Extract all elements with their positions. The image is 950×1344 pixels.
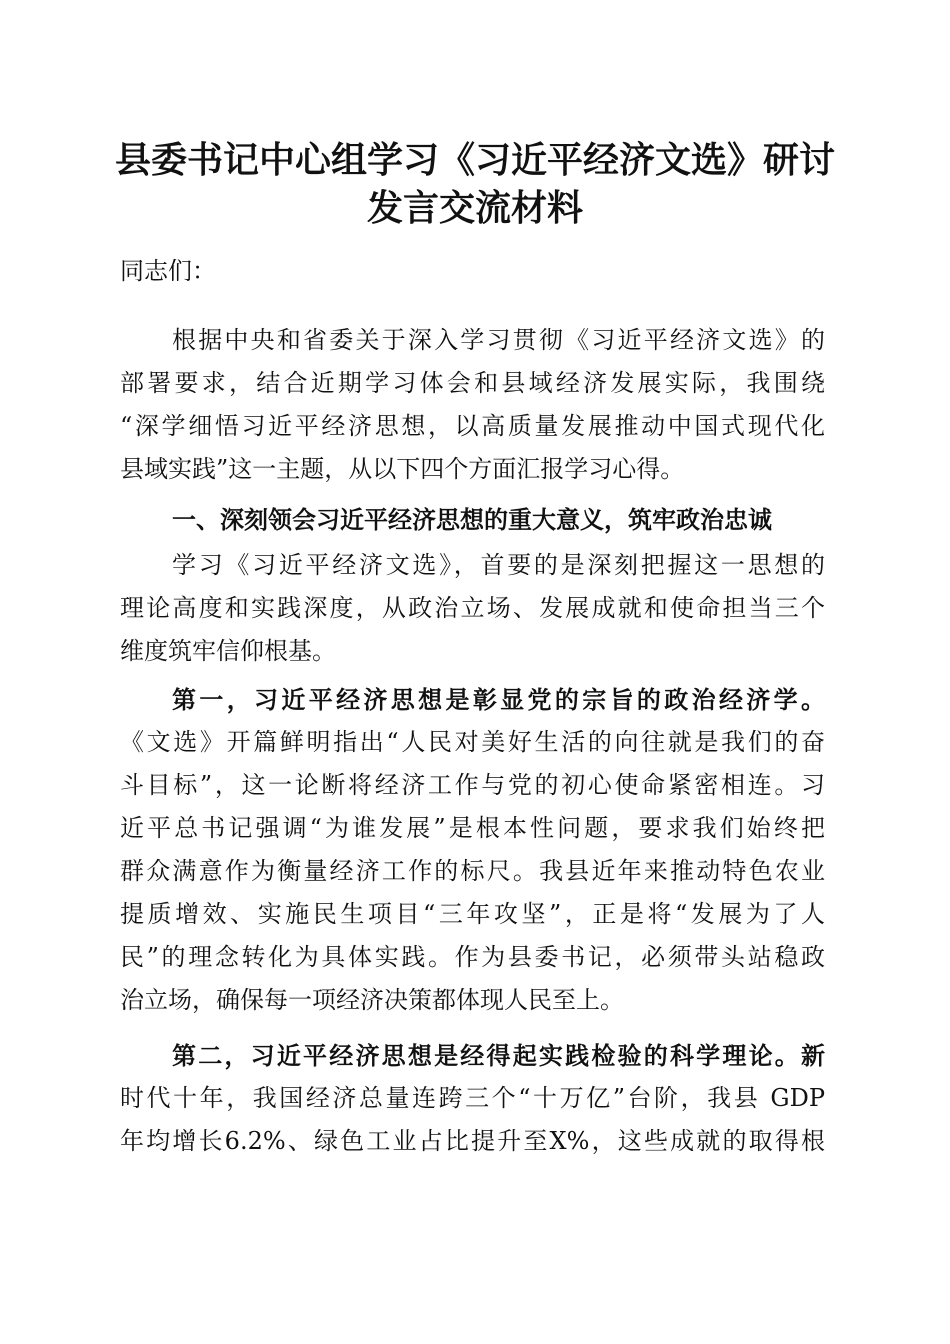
salutation (120, 250, 825, 293)
paragraph-line: 群众满意作为衡量经济工作的标尺。我县近年来推动特色农业 (120, 857, 825, 885)
salutation-text: 同志们： (120, 257, 216, 285)
paragraph-line (120, 1034, 825, 1077)
paragraph-line: 理论高度和实践深度，从政治立场、发展成就和使命担当三个 (120, 594, 825, 622)
paragraph-line: 民”的理念转化为具体实践。作为县委书记，必须带头站稳政 (120, 943, 825, 971)
section1-paragraph-2 (120, 678, 825, 1022)
paragraph-line: 时代十年，我国经济总量连跨三个“十万亿”台阶，我县 GDP (120, 1084, 825, 1112)
paragraph-line: 《文选》开篇鲜明指出“人民对美好生活的向往就是我们的奋 (120, 728, 825, 756)
paragraph-line: 年均增长6.2%、绿色工业占比提升至X%，这些成就的取得根 (120, 1127, 825, 1155)
section-heading-1-text: 一、深刻领会习近平经济思想的重大意义，筑牢政治忠诚 (172, 506, 772, 534)
paragraph-line: 提质增效、实施民生项目“三年攻坚”，正是将“发展为了人 (120, 900, 825, 928)
paragraph-line: 治立场，确保每一项经济决策都体现人民至上。 (120, 986, 624, 1014)
intro-paragraph (120, 319, 825, 491)
paragraph-line: 维度筑牢信仰根基。 (120, 637, 336, 665)
paragraph-line: 近平总书记强调“为谁发展”是根本性问题，要求我们始终把 (120, 814, 825, 842)
section1-paragraph-3 (120, 1034, 825, 1163)
section1-paragraph-1 (120, 544, 825, 673)
intro-line: 部署要求，结合近期学习体会和县域经济发展实际，我围绕 (120, 369, 825, 397)
document-title-line-1: 县委书记中心组学习《习近平经济文选》研讨 (114, 139, 835, 181)
paragraph-lead-bold: 第二，习近平经济思想是经得起实践检验的科学理论。新 (172, 1041, 825, 1070)
document-title-line-2: 发言交流材料 (366, 187, 583, 229)
paragraph-line: 学习《习近平经济文选》，首要的是深刻把握这一思想的 (172, 551, 825, 579)
intro-line: “深学细悟习近平经济思想，以高质量发展推动中国式现代化 (120, 412, 825, 440)
section-heading-1 (120, 499, 825, 542)
paragraph-line: 斗目标”，这一论断将经济工作与党的初心使命紧密相连。习 (120, 771, 825, 799)
intro-line: 根据中央和省委关于深入学习贯彻《习近平经济文选》的 (172, 326, 825, 354)
intro-line: 县域实践”这一主题，从以下四个方面汇报学习心得。 (120, 455, 685, 483)
paragraph-line: 第一，习近平经济思想是彰显党的宗旨的政治经济学。 (172, 685, 825, 714)
